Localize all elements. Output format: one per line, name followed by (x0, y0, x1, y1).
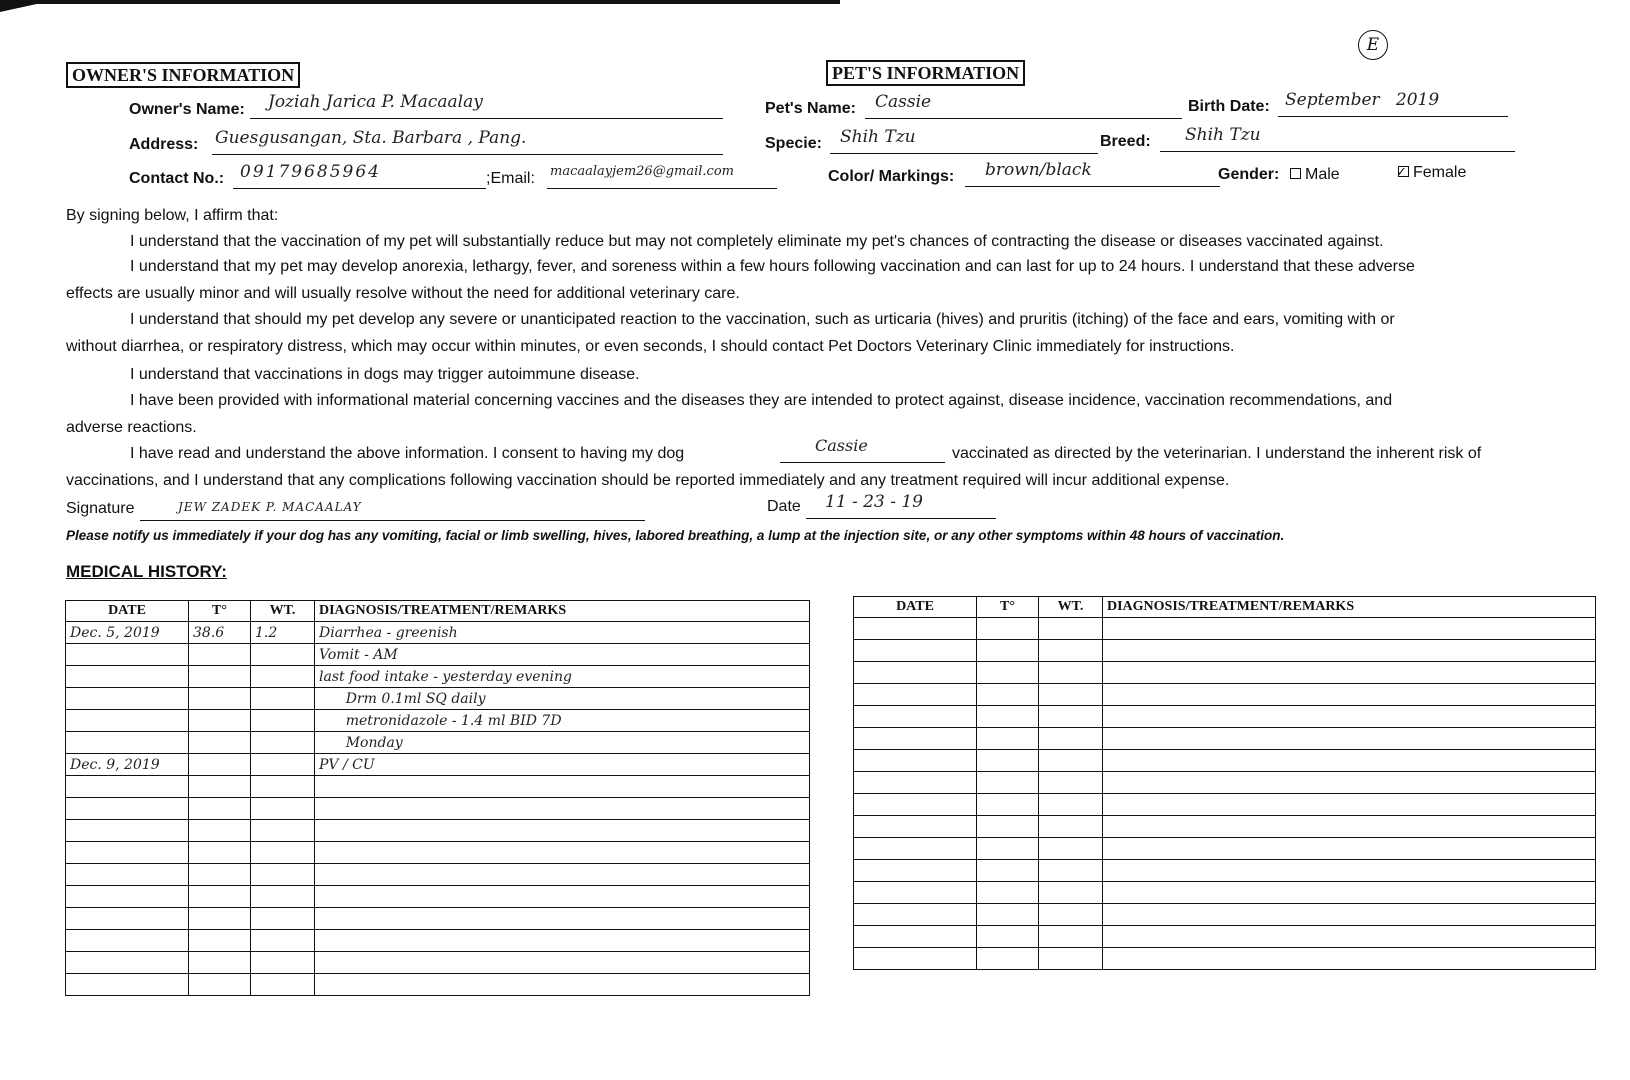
cell-diagnosis[interactable] (315, 842, 810, 864)
gender-label: Gender: (1218, 166, 1280, 183)
cell-temp[interactable] (977, 794, 1039, 816)
cell-temp[interactable] (189, 974, 251, 996)
cell-diagnosis[interactable]: Monday (315, 732, 810, 754)
table-row (66, 842, 810, 864)
cell-date[interactable] (854, 838, 977, 860)
cell-weight[interactable] (251, 644, 315, 666)
table-row (66, 776, 810, 798)
col-temp: T° (977, 597, 1039, 618)
cell-date[interactable] (66, 776, 189, 798)
cell-temp[interactable] (977, 728, 1039, 750)
cell-diagnosis[interactable] (315, 908, 810, 930)
cell-date[interactable] (854, 882, 977, 904)
address-value[interactable]: Guesgusangan, Sta. Barbara , Pang. (215, 128, 527, 148)
breed-label: Breed: (1100, 133, 1151, 150)
cell-date[interactable] (854, 640, 977, 662)
table-header-row (66, 601, 810, 622)
breed-value[interactable]: Shih Tzu (1185, 125, 1261, 145)
cell-diagnosis[interactable] (1103, 618, 1596, 640)
birth-date-label: Birth Date: (1188, 98, 1270, 115)
col-weight: WT. (251, 601, 315, 622)
consent-dog-value[interactable]: Cassie (815, 436, 868, 455)
cell-weight[interactable] (251, 952, 315, 974)
cell-temp[interactable] (189, 842, 251, 864)
signature-label: Signature (66, 500, 135, 517)
table-row (66, 732, 810, 754)
cell-date[interactable] (854, 816, 977, 838)
cell-weight[interactable] (1039, 662, 1103, 684)
table-row (854, 860, 1596, 882)
consent-p5b: adverse reactions. (66, 419, 197, 436)
cell-temp[interactable] (977, 882, 1039, 904)
cell-diagnosis[interactable] (1103, 816, 1596, 838)
cell-weight[interactable] (1039, 860, 1103, 882)
cell-weight[interactable] (251, 798, 315, 820)
contact-value[interactable]: 09179685964 (240, 162, 381, 182)
consent-p2b: effects are usually minor and will usually resolve without the need for additional veterinary care. (66, 285, 740, 302)
cell-diagnosis[interactable]: PV / CU (315, 754, 810, 776)
cell-temp[interactable] (977, 772, 1039, 794)
cell-diagnosis[interactable] (1103, 948, 1596, 970)
cell-temp[interactable] (977, 948, 1039, 970)
cell-date[interactable] (854, 684, 977, 706)
cell-weight[interactable] (1039, 948, 1103, 970)
cell-temp[interactable] (189, 820, 251, 842)
notice-text: Please notify us immediately if your dog has any vomiting, facial or limb swelling, hives, labored breathing, a lump at the injection site, or any other symptoms within 48 hours of vaccination. (66, 528, 1285, 543)
cell-weight[interactable] (1039, 904, 1103, 926)
table-row (66, 952, 810, 974)
cell-date[interactable] (66, 666, 189, 688)
cell-weight[interactable] (251, 776, 315, 798)
consent-p3b: without diarrhea, or respiratory distress, which may occur within minutes, or even seconds, I should contact Pet Doctors Veterinary Clinic immediately for instructions. (66, 338, 1235, 355)
cell-diagnosis[interactable]: Vomit - AM (315, 644, 810, 666)
cell-temp[interactable] (189, 776, 251, 798)
cell-date[interactable] (854, 926, 977, 948)
cell-temp[interactable] (189, 864, 251, 886)
cell-weight[interactable] (251, 886, 315, 908)
cell-date[interactable] (66, 864, 189, 886)
table-row (854, 882, 1596, 904)
table-row (66, 622, 810, 644)
table-row (854, 684, 1596, 706)
cell-weight[interactable] (1039, 794, 1103, 816)
cell-diagnosis[interactable] (315, 886, 810, 908)
cell-date[interactable] (854, 728, 977, 750)
consent-p3a: I understand that should my pet develop any severe or unanticipated reaction to the vaccination, such as urticaria (hives) and pruritis (itching) of the face and ears, vomiting with or (130, 311, 1395, 328)
col-diagnosis: DIAGNOSIS/TREATMENT/REMARKS (315, 601, 810, 622)
cell-temp[interactable] (189, 908, 251, 930)
cell-weight[interactable]: 1.2 (251, 622, 315, 644)
cell-date[interactable] (854, 618, 977, 640)
owner-info-title: OWNER'S INFORMATION (66, 62, 300, 88)
table-row (854, 706, 1596, 728)
col-temp: T° (189, 601, 251, 622)
table-row (854, 640, 1596, 662)
cell-weight[interactable] (251, 820, 315, 842)
cell-date[interactable] (66, 732, 189, 754)
table-row (854, 728, 1596, 750)
cell-weight[interactable] (251, 732, 315, 754)
male-checkbox[interactable] (1290, 168, 1301, 179)
cell-temp[interactable] (189, 710, 251, 732)
consent-p6a-pre: I have read and understand the above information. I consent to having my dog (130, 445, 685, 462)
cell-temp[interactable] (977, 904, 1039, 926)
cell-temp[interactable] (977, 684, 1039, 706)
medical-history-title: MEDICAL HISTORY: (66, 562, 227, 581)
cell-date[interactable] (66, 820, 189, 842)
cell-weight[interactable] (251, 974, 315, 996)
consent-p5a: I have been provided with informational material concerning vaccines and the diseases they are intended to protect against, disease incidence, vaccination recommendations, and (130, 392, 1393, 409)
cell-temp[interactable] (977, 706, 1039, 728)
table-row (854, 618, 1596, 640)
consent-p1: I understand that the vaccination of my pet will substantially reduce but may not completely eliminate my pet's chances of contracting the disease or diseases vaccinated against. (130, 233, 1384, 250)
cell-temp[interactable] (189, 952, 251, 974)
cell-date[interactable] (854, 860, 977, 882)
cell-temp[interactable] (189, 732, 251, 754)
table-row (66, 688, 810, 710)
cell-diagnosis[interactable] (1103, 640, 1596, 662)
female-checkbox[interactable]: ✓ (1398, 166, 1409, 177)
table-row (66, 820, 810, 842)
cell-diagnosis[interactable] (315, 798, 810, 820)
contact-label: Contact No.: (129, 170, 225, 187)
cell-diagnosis[interactable] (1103, 706, 1596, 728)
cell-diagnosis[interactable] (1103, 926, 1596, 948)
signature-value[interactable]: JEW ZADEK P. MACAALAY (178, 500, 362, 514)
email-label: ;Email: (486, 170, 535, 187)
table-row (854, 794, 1596, 816)
medical-history-table-left (65, 600, 810, 996)
table-row (854, 772, 1596, 794)
cell-diagnosis[interactable] (1103, 684, 1596, 706)
cell-diagnosis[interactable] (315, 864, 810, 886)
cell-date[interactable] (854, 662, 977, 684)
table-row (854, 750, 1596, 772)
cell-diagnosis[interactable]: metronidazole - 1.4 ml BID 7D (315, 710, 810, 732)
cell-diagnosis[interactable] (1103, 838, 1596, 860)
table-row (66, 644, 810, 666)
consent-p6a-post: vaccinated as directed by the veterinarian. I understand the inherent risk of (952, 445, 1482, 462)
cell-diagnosis[interactable]: last food intake - yesterday evening (315, 666, 810, 688)
date-label: Date (767, 498, 801, 515)
cell-weight[interactable] (1039, 882, 1103, 904)
cell-weight[interactable] (1039, 926, 1103, 948)
cell-date[interactable] (854, 794, 977, 816)
cell-temp[interactable] (189, 644, 251, 666)
cell-weight[interactable] (251, 710, 315, 732)
cell-diagnosis[interactable] (315, 974, 810, 996)
consent-p4: I understand that vaccinations in dogs may trigger autoimmune disease. (130, 366, 640, 383)
table-row (66, 908, 810, 930)
color-markings-label: Color/ Markings: (828, 168, 955, 185)
cell-temp[interactable] (189, 754, 251, 776)
cell-weight[interactable] (1039, 816, 1103, 838)
cell-diagnosis[interactable] (1103, 794, 1596, 816)
cell-temp[interactable] (977, 860, 1039, 882)
cell-date[interactable] (854, 706, 977, 728)
consent-intro: By signing below, I affirm that: (66, 207, 279, 224)
cell-date[interactable] (66, 842, 189, 864)
gender-female-label: Female (1413, 164, 1467, 181)
cell-date[interactable] (854, 750, 977, 772)
cell-diagnosis[interactable] (315, 952, 810, 974)
owner-name-label: Owner's Name: (129, 101, 245, 118)
table-row (66, 974, 810, 996)
cell-temp[interactable] (189, 666, 251, 688)
cell-diagnosis[interactable]: Diarrhea - greenish (315, 622, 810, 644)
cell-temp[interactable] (189, 930, 251, 952)
gender-male-label: Male (1305, 166, 1340, 183)
cell-date[interactable] (66, 952, 189, 974)
gender-male-option[interactable] (1290, 166, 1340, 184)
specie-value[interactable]: Shih Tzu (840, 127, 916, 147)
table-row (854, 948, 1596, 970)
cell-weight[interactable] (251, 930, 315, 952)
consent-p6b: vaccinations, and I understand that any complications following vaccination should be reported immediately and any treatment required will incur additional expense. (66, 472, 1230, 489)
cell-temp[interactable] (977, 618, 1039, 640)
cell-temp[interactable] (189, 688, 251, 710)
date-value[interactable]: 11 - 23 - 19 (825, 492, 923, 512)
col-diagnosis: DIAGNOSIS/TREATMENT/REMARKS (1103, 597, 1596, 618)
cell-weight[interactable] (251, 908, 315, 930)
cell-weight[interactable] (251, 864, 315, 886)
table-row (66, 798, 810, 820)
col-date: DATE (854, 597, 977, 618)
cell-weight[interactable] (1039, 684, 1103, 706)
cell-weight[interactable] (251, 754, 315, 776)
cell-diagnosis[interactable] (1103, 750, 1596, 772)
cell-date[interactable] (854, 772, 977, 794)
cell-temp[interactable] (977, 838, 1039, 860)
cell-date[interactable]: Dec. 5, 2019 (66, 622, 189, 644)
cell-weight[interactable] (1039, 706, 1103, 728)
cell-temp[interactable] (977, 640, 1039, 662)
table-row (66, 930, 810, 952)
cell-weight[interactable] (1039, 640, 1103, 662)
consent-p2a: I understand that my pet may develop anorexia, lethargy, fever, and soreness within a few hours following vaccination and can last for up to 24 hours. I understand that these adverse (130, 258, 1415, 275)
cell-weight[interactable] (1039, 838, 1103, 860)
color-markings-value[interactable]: brown/black (985, 160, 1092, 180)
medical-history-table-right (853, 596, 1596, 970)
table-row (854, 838, 1596, 860)
cell-weight[interactable] (1039, 728, 1103, 750)
cell-diagnosis[interactable] (1103, 904, 1596, 926)
cell-date[interactable] (66, 974, 189, 996)
scan-edge-mark (0, 0, 840, 4)
cell-weight[interactable] (251, 666, 315, 688)
table-row (854, 816, 1596, 838)
cell-date[interactable] (66, 798, 189, 820)
cell-temp[interactable] (977, 816, 1039, 838)
table-row (854, 904, 1596, 926)
cell-date[interactable] (66, 710, 189, 732)
specie-label: Specie: (765, 135, 822, 152)
cell-weight[interactable] (1039, 618, 1103, 640)
cell-weight[interactable] (251, 842, 315, 864)
cell-date[interactable] (66, 688, 189, 710)
cell-weight[interactable] (1039, 772, 1103, 794)
cell-diagnosis[interactable] (1103, 662, 1596, 684)
table-row (854, 926, 1596, 948)
table-header-row (854, 597, 1596, 618)
table-row (66, 666, 810, 688)
cell-diagnosis[interactable] (315, 776, 810, 798)
table-row (66, 864, 810, 886)
cell-date[interactable] (66, 908, 189, 930)
cell-weight[interactable] (1039, 750, 1103, 772)
birth-date-value[interactable]: September 2019 (1285, 90, 1440, 110)
table-row (66, 886, 810, 908)
cell-diagnosis[interactable] (1103, 882, 1596, 904)
scan-corner-wedge (0, 0, 55, 12)
cell-temp[interactable] (977, 662, 1039, 684)
table-row (854, 662, 1596, 684)
owner-name-value[interactable]: Joziah Jarica P. Macaalay (268, 92, 483, 112)
cell-diagnosis[interactable]: Drm 0.1ml SQ daily (315, 688, 810, 710)
pet-info-title: PET'S INFORMATION (826, 60, 1025, 86)
cell-diagnosis[interactable] (315, 930, 810, 952)
pet-name-value[interactable]: Cassie (875, 92, 932, 112)
corner-mark: E (1358, 30, 1388, 60)
cell-date[interactable]: Dec. 9, 2019 (66, 754, 189, 776)
cell-date[interactable] (66, 644, 189, 666)
table-row (66, 754, 810, 776)
cell-temp[interactable]: 38.6 (189, 622, 251, 644)
cell-diagnosis[interactable] (1103, 772, 1596, 794)
email-value[interactable]: macaalayjem26@gmail.com (550, 164, 734, 179)
cell-date[interactable] (854, 948, 977, 970)
col-weight: WT. (1039, 597, 1103, 618)
col-date: DATE (66, 601, 189, 622)
gender-female-option[interactable] (1398, 164, 1466, 182)
cell-temp[interactable] (977, 750, 1039, 772)
address-label: Address: (129, 136, 199, 153)
cell-diagnosis[interactable] (315, 820, 810, 842)
cell-date[interactable] (66, 886, 189, 908)
cell-temp[interactable] (189, 798, 251, 820)
cell-temp[interactable] (189, 886, 251, 908)
cell-diagnosis[interactable] (1103, 728, 1596, 750)
cell-weight[interactable] (251, 688, 315, 710)
table-row (66, 710, 810, 732)
cell-date[interactable] (66, 930, 189, 952)
cell-temp[interactable] (977, 926, 1039, 948)
cell-date[interactable] (854, 904, 977, 926)
pet-name-label: Pet's Name: (765, 100, 856, 117)
cell-diagnosis[interactable] (1103, 860, 1596, 882)
